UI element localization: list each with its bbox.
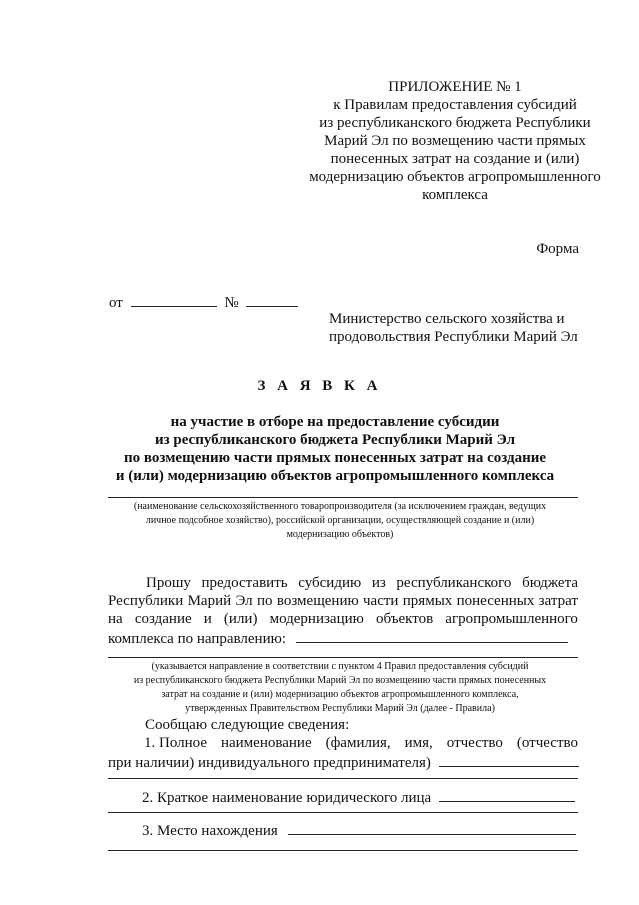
word: затрат: [538, 593, 578, 609]
appendix-line: модернизацию объектов агропромышленного: [309, 169, 601, 185]
word: возмещению: [276, 593, 359, 609]
item-3-row: [142, 820, 576, 840]
appendix-line: комплекса: [422, 187, 488, 203]
number-label: №: [224, 295, 239, 311]
document-title: З А Я В К А: [257, 378, 382, 394]
form-label: Форма: [536, 241, 579, 257]
word: модернизацию: [269, 611, 364, 627]
word: Марий: [187, 593, 232, 609]
word: (фамилия,: [325, 735, 391, 751]
appendix-line: из республиканского бюджета Республики: [319, 115, 591, 131]
word: создание: [134, 611, 192, 627]
document-subtitle: [100, 413, 570, 485]
addressee-line: Министерство сельского хозяйства и: [329, 311, 565, 327]
word: отчество: [446, 735, 503, 751]
location-field-continued[interactable]: [108, 850, 578, 851]
word: прямых: [402, 593, 453, 609]
request-line: [108, 628, 578, 648]
appendix-line: ПРИЛОЖЕНИЕ № 1: [388, 79, 522, 95]
item-1-line: [108, 734, 578, 752]
appendix-line: к Правилам предоставления субсидий: [333, 97, 577, 113]
word: Прошу: [146, 575, 191, 591]
item-2-label: 2. Краткое наименование юридического лица: [142, 790, 432, 806]
applicant-name-hint: [110, 500, 570, 542]
word: (или): [223, 611, 258, 627]
direction-hint: [110, 660, 570, 716]
request-line: [108, 592, 578, 610]
report-label: Сообщаю следующие сведения:: [145, 717, 350, 733]
word: Республики: [108, 593, 184, 609]
short-name-field-continued[interactable]: [108, 812, 578, 813]
request-paragraph: [108, 574, 578, 648]
date-label: от: [109, 295, 123, 311]
word: 1. Полное: [144, 735, 207, 751]
item-3-label: 3. Место нахождения: [142, 823, 278, 839]
word: (отчество: [516, 735, 578, 751]
hint-line: утвержденных Правительством Республики Марий Эл (далее - Правила): [185, 703, 495, 714]
date-field[interactable]: [131, 292, 217, 307]
word: по: [257, 593, 273, 609]
addressee-block: [329, 310, 589, 346]
hint-line: личное подсобное хозяйство), российской организации, осуществляющей создание и (или): [145, 515, 535, 526]
subtitle-line: и (или) модернизацию объектов агропромышленного комплекса: [115, 468, 555, 484]
direction-field-continued[interactable]: [108, 657, 578, 658]
word: объектов: [375, 611, 434, 627]
item-1-line-2: [108, 752, 579, 772]
subtitle-line: по возмещению части прямых понесенных затрат на создание: [123, 450, 547, 466]
subtitle-line: на участие в отборе на предоставление субсидии: [170, 414, 500, 430]
word: и: [203, 611, 212, 627]
subtitle-line: из республиканского бюджета Республики Марий Эл: [154, 432, 516, 448]
item-2-row: [142, 787, 575, 807]
request-line: [108, 610, 578, 628]
location-field[interactable]: [288, 820, 576, 835]
word: Эл: [235, 593, 253, 609]
word: бюджета: [522, 575, 578, 591]
word: республиканского: [396, 575, 512, 591]
word: имя,: [404, 735, 433, 751]
appendix-header: [270, 78, 639, 204]
word: части: [363, 593, 399, 609]
appendix-line: Марий Эл по возмещению части прямых: [324, 133, 586, 149]
hint-line: из республиканского бюджета Республики Марий Эл по возмещению части прямых понесенных: [133, 675, 547, 686]
direction-label: комплекса по направлению:: [108, 631, 286, 647]
hint-line: модернизацию объектов): [286, 529, 394, 540]
direction-field[interactable]: [296, 628, 568, 643]
date-number-row: [109, 292, 298, 312]
word: из: [371, 575, 386, 591]
hint-line: (наименование сельскохозяйственного товаропроизводителя (за исключением граждан, ведущих: [133, 501, 547, 512]
addressee-line: продовольствия Республики Марий Эл: [329, 329, 578, 345]
number-field[interactable]: [246, 292, 298, 307]
word: понесенных: [456, 593, 535, 609]
short-name-field[interactable]: [439, 787, 575, 802]
word: наименование: [220, 735, 312, 751]
hint-line: затрат на создание и (или) модернизацию объектов агропромышленного комплекса,: [161, 689, 519, 700]
word: субсидию: [298, 575, 362, 591]
request-line: [108, 574, 578, 592]
word: на: [108, 611, 123, 627]
applicant-name-field[interactable]: [108, 497, 578, 498]
full-name-field[interactable]: [439, 752, 579, 767]
word: агропромышленного: [445, 611, 578, 627]
appendix-line: понесенных затрат на создание и (или): [330, 151, 580, 167]
hint-line: (указывается направление в соответствии с пунктом 4 Правил предоставления субсидий: [151, 661, 529, 672]
full-name-field-continued[interactable]: [108, 778, 578, 779]
item-1-continuation: при наличии) индивидуального предпринимателя): [108, 755, 431, 771]
word: предоставить: [201, 575, 288, 591]
item-1-label: [108, 734, 578, 752]
